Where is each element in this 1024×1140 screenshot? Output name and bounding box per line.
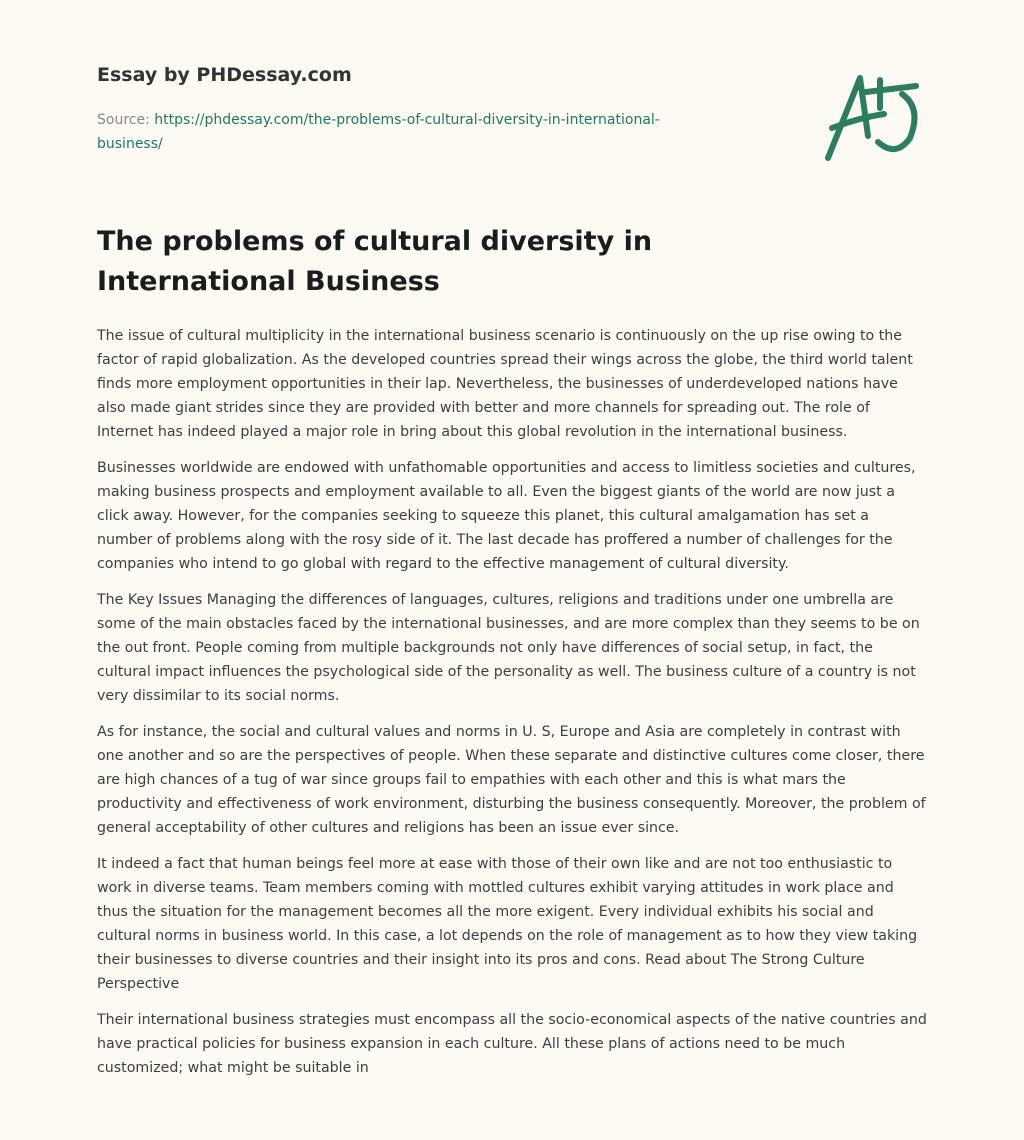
source-link[interactable]: https://phdessay.com/the-problems-of-cultural-diversity-in-international-business/ bbox=[97, 112, 660, 152]
paragraph: Their international business strategies must encompass all the socio-economical aspects of the native countries and have practical policies for business expansion in each culture. All these plans of actions need to be much customized; what might be suitable in bbox=[97, 1012, 927, 1076]
source-line bbox=[97, 108, 717, 156]
paragraph: The issue of cultural multiplicity in the international business scenario is continuously on the up rise owing to the factor of rapid globalization. As the developed countries spread their wings across the globe, the third world talent finds more employment opportunities in their lap. Nevertheless, the businesses of underdeveloped nations have also made giant strides since they are provided with better and more channels for spreading out. The role of Internet has indeed played a major role in bring about this global revolution in the international business. bbox=[97, 328, 913, 440]
paragraph: As for instance, the social and cultural values and norms in U. S, Europe and Asia are completely in contrast with one another and so are the perspectives of people. When these separate and distinctive cultures come closer, there are high chances of a tug of war since groups fail to empathies with each other and this is what mars the productivity and effectiveness of work environment, disturbing the business consequently. Moreover, the problem of general acceptability of other cultures and religions has been an issue ever since. bbox=[97, 724, 926, 836]
article-title: The problems of cultural diversity in International Business bbox=[97, 226, 653, 297]
a-plus-logo-icon bbox=[818, 66, 928, 166]
paragraph: It indeed a fact that human beings feel more at ease with those of their own like and are not too enthusiastic to work in diverse teams. Team members coming with mottled cultures exhibit varying attitudes in work place and thus the situation for the management becomes all the more exigent. Every individual exhibits his social and cultural norms in business world. In this case, a lot depends on the role of management as to how they view taking their businesses to diverse countries and their insight into its pros and cons. Read about The Strong Culture Perspective bbox=[97, 856, 918, 992]
source-label: Source: bbox=[97, 112, 150, 128]
site-title: Essay by PHDessay.com bbox=[97, 64, 352, 86]
article-body bbox=[97, 324, 927, 1092]
paragraph: Businesses worldwide are endowed with unfathomable opportunities and access to limitless societies and cultures, making business prospects and employment available to all. Even the biggest giants of the world are now just a click away. However, for the companies seeking to squeeze this planet, this cultural amalgamation has set a number of problems along with the rosy side of it. The last decade has proffered a number of challenges for the companies who intend to go global with regard to the effective management of cultural diversity. bbox=[97, 460, 916, 572]
paragraph: The Key Issues Managing the differences of languages, cultures, religions and traditions under one umbrella are some of the main obstacles faced by the international businesses, and are more complex than they seems to be on the out front. People coming from multiple backgrounds not only have differences of social setup, in fact, the cultural impact influences the psychological side of the personality as well. The business culture of a country is not very dissimilar to its social norms. bbox=[97, 592, 920, 704]
